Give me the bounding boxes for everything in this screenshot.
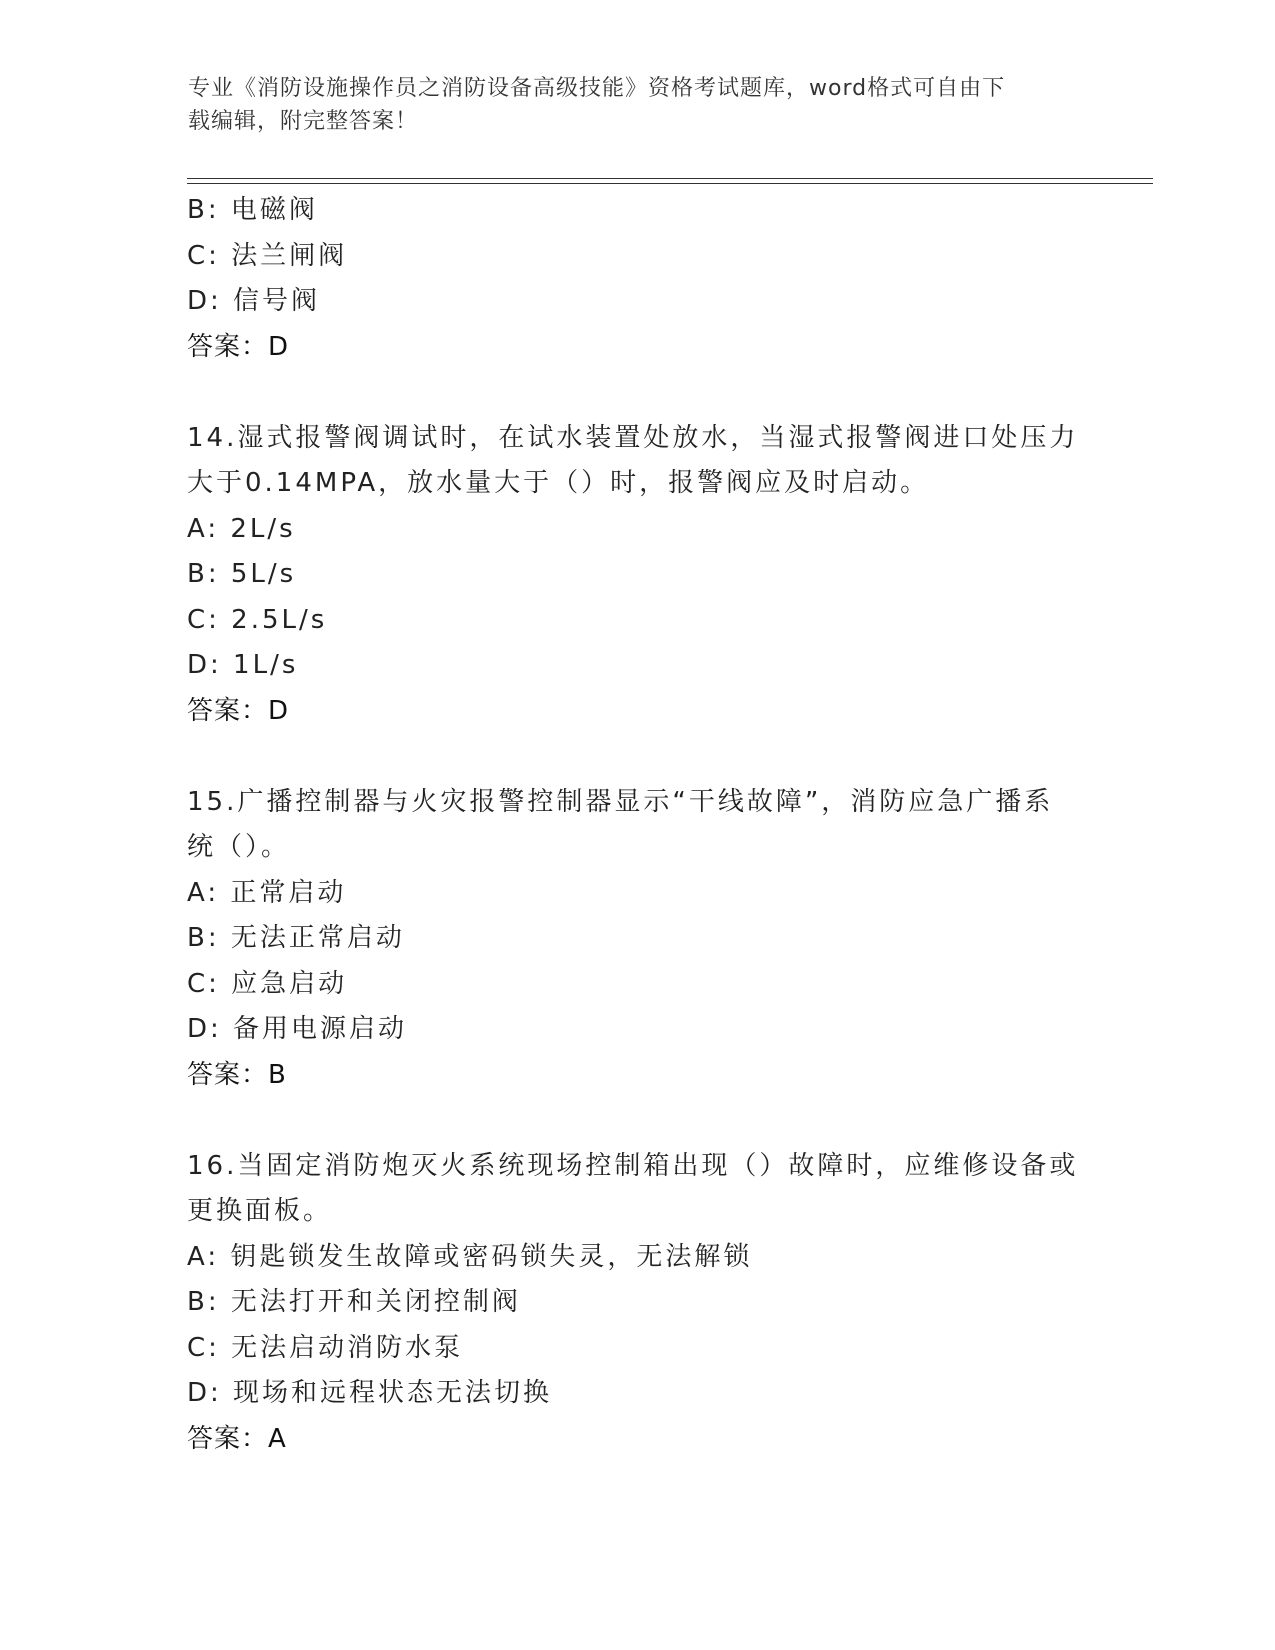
option-c: C: 法兰闸阀 [187, 240, 348, 271]
answer: 答案：B [187, 1059, 287, 1090]
option-c: C: 2.5L/s [187, 604, 328, 635]
question-16 [187, 1144, 1087, 1463]
question-stem: 16.当固定消防炮灭火系统现场控制箱出现（）故障时，应维修设备或 [187, 1150, 1079, 1181]
option-d: D: 现场和远程状态无法切换 [187, 1378, 553, 1408]
header-line-2: 载编辑，附完整答案！ [188, 109, 419, 134]
question-stem-cont: 大于0.14MPA，放水量大于（）时，报警阀应及时启动。 [187, 468, 930, 498]
answer: 答案：D [187, 331, 290, 362]
option-b: B: 5L/s [187, 559, 297, 589]
question-14 [187, 416, 1087, 735]
option-d: D: 备用电源启动 [187, 1014, 408, 1044]
option-b: B: 无法正常启动 [187, 923, 405, 953]
option-c: C: 应急启动 [187, 968, 348, 999]
option-b: B: 无法打开和关闭控制阀 [187, 1287, 521, 1317]
question-15 [187, 780, 1087, 1099]
question-stem-cont: 统（）。 [187, 832, 291, 862]
header-line-1: 专业《消防设施操作员之消防设备高级技能》资格考试题库，word格式可自由下 [188, 76, 1006, 101]
question-stem: 14.湿式报警阀调试时，在试水装置处放水，当湿式报警阀进口处压力 [187, 422, 1079, 453]
question-stem-cont: 更换面板。 [187, 1196, 333, 1226]
header-divider-top [187, 178, 1153, 179]
question-13-tail [187, 188, 1087, 370]
document-header [188, 72, 1068, 138]
option-d: D: 1L/s [187, 650, 299, 680]
header-divider-bottom [187, 183, 1153, 184]
option-a: A: 正常启动 [187, 877, 347, 908]
option-d: D: 信号阀 [187, 286, 321, 316]
option-a: A: 2L/s [187, 513, 296, 544]
option-b: B: 电磁阀 [187, 195, 318, 225]
question-stem: 15.广播控制器与火灾报警控制器显示“干线故障”，消防应急广播系 [187, 786, 1054, 817]
answer: 答案：D [187, 695, 290, 726]
option-a: A: 钥匙锁发生故障或密码锁失灵，无法解锁 [187, 1241, 753, 1272]
option-c: C: 无法启动消防水泵 [187, 1332, 464, 1363]
question-list [187, 188, 1087, 1462]
answer: 答案：A [187, 1423, 287, 1454]
